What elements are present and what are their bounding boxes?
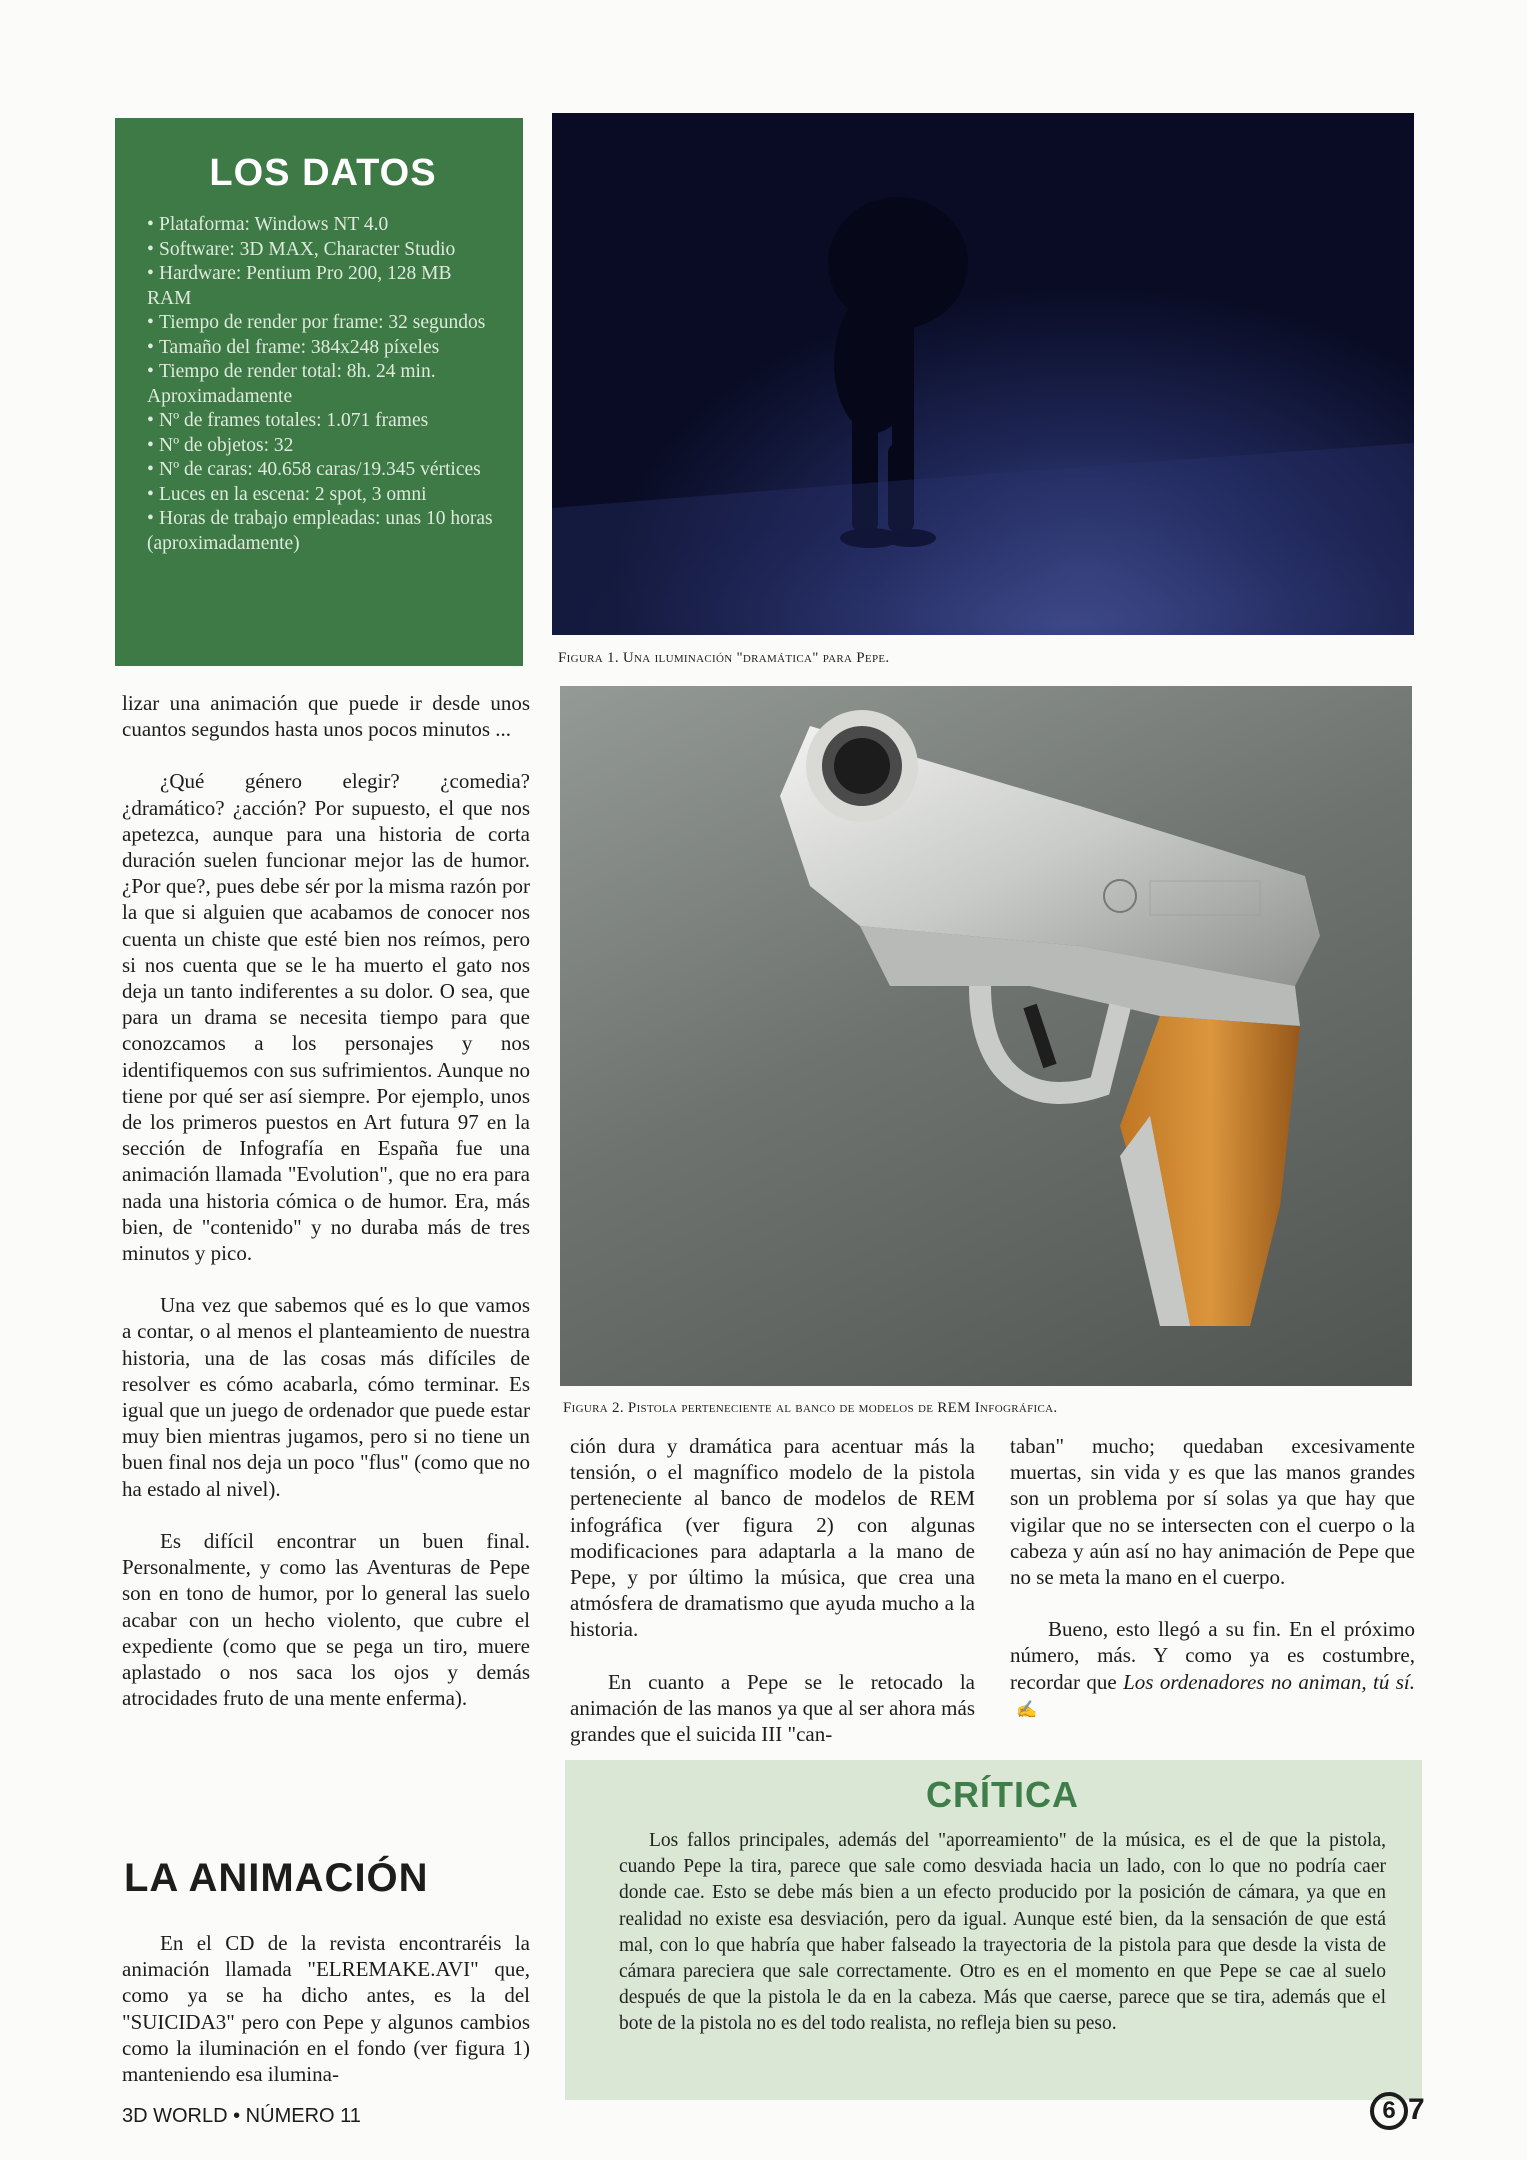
paragraph: taban" mucho; quedaban excesivamente muertas, sin vida y es que las manos grandes son un problema por sí solas ya que hay que vigilar que no se intersecten con el cuerpo o la cabeza y aún así no hay animación de Pepe que no se meta la mano en el cuerpo.: [1010, 1434, 1415, 1590]
paragraph: ción dura y dramática para acentuar más la tensión, o el magnífico modelo de la pistola perteneciente al banco de modelos de REM infográfica (ver figura 2) con algunas modificaciones para adaptarla a la mano de Pepe, y por último la música, que crea una atmósfera de dramatismo que ayuda mucho a la historia.: [570, 1434, 975, 1642]
figure-1-caption: Figura 1. Una iluminación "dramática" para Pepe.: [558, 650, 890, 666]
figure-2-image: [560, 686, 1412, 1386]
bullet-icon: •: [147, 410, 154, 431]
footer-publication: 3D WORLD • NÚMERO 11: [122, 2105, 361, 2127]
datos-item: [147, 213, 499, 238]
datos-item: [147, 360, 499, 409]
bullet-icon: •: [147, 263, 154, 284]
datos-item-text: Tiempo de render total: 8h. 24 min. Aproximadamente: [147, 361, 436, 407]
datos-item: [147, 311, 499, 336]
datos-title: LOS DATOS: [209, 152, 437, 194]
paragraph: En cuanto a Pepe se le retocado la animación de las manos ya que al ser ahora más grandes que el suicida III "can-: [570, 1669, 975, 1747]
closing-motto: Los ordenadores no animan, tú sí.: [1123, 1669, 1416, 1694]
datos-item-text: Nº de objetos: 32: [159, 434, 294, 456]
bullet-icon: •: [147, 483, 154, 505]
datos-item: [147, 409, 499, 434]
page-number-circled-digit: 6: [1370, 2092, 1408, 2130]
paragraph: lizar una animación que puede ir desde unos cuantos segundos hasta unos pocos minutos ...: [122, 691, 530, 742]
bullet-icon: •: [147, 336, 154, 358]
bullet-icon: •: [147, 238, 154, 260]
datos-item: [147, 507, 499, 556]
figure-1-silhouette: [552, 113, 1414, 635]
section-heading-animacion: LA ANIMACIÓN: [124, 1856, 429, 1900]
figure-2-caption: Figura 2. Pistola perteneciente al banco de modelos de REM Infográfica.: [563, 1400, 1058, 1416]
bullet-icon: •: [147, 312, 154, 333]
article-left-column-bottom: [122, 1930, 530, 2113]
datos-list: [147, 213, 499, 556]
datos-item-text: Hardware: Pentium Pro 200, 128 MB RAM: [147, 263, 452, 309]
datos-item-text: Software: 3D MAX, Character Studio: [159, 238, 456, 260]
bullet-icon: •: [147, 434, 154, 456]
page-number-digit: 7: [1408, 2092, 1425, 2126]
datos-item: [147, 262, 499, 311]
paragraph: En el CD de la revista encontraréis la animación llamada "ELREMAKE.AVI" que, como ya se ha dicho antes, es la del "SUICIDA3" pero con Pepe y algunos cambios como la iluminación en el fondo (ver figura 1) manteniendo esa ilumina-: [122, 1931, 530, 2087]
closing-text: Bueno, esto llegó a su fin. En el próximo número, más. Y como ya es costumbre, recordar que: [1010, 1617, 1415, 1694]
paragraph: Es difícil encontrar un buen final. Personalmente, y como las Aventuras de Pepe son en tono de humor, por lo general las suelo acabar con un hecho violento, que cubre el expediente (como que se pega un tiro, muere aplastado o nos saca los ojos y demás atrocidades fruto de una mente enferma).: [122, 1528, 530, 1711]
article-right-column: [1010, 1433, 1415, 1749]
signature-icon: ✍: [1016, 1699, 1038, 1719]
datos-item-text: Tiempo de render por frame: 32 segundos: [159, 312, 486, 333]
figure-2-pistol: [560, 686, 1412, 1386]
article-left-column: [122, 690, 530, 1737]
bullet-icon: •: [147, 214, 154, 235]
datos-item: [147, 458, 499, 483]
datos-item: [147, 238, 499, 263]
bullet-icon: •: [147, 459, 154, 480]
critica-title: CRÍTICA: [926, 1774, 1079, 1815]
datos-item-text: Tamaño del frame: 384x248 píxeles: [159, 336, 440, 358]
datos-item: [147, 434, 499, 459]
datos-item-text: Nº de frames totales: 1.071 frames: [159, 410, 429, 431]
article-middle-column: [570, 1433, 975, 1773]
closing-paragraph: [1010, 1616, 1415, 1723]
datos-item-text: Plataforma: Windows NT 4.0: [159, 214, 389, 235]
critica-box: [565, 1760, 1422, 2100]
critica-text: Los fallos principales, además del "aporreamiento" de la música, es el de que la pistola, cuando Pepe la tira, parece que sale como desviada hacia un lado, con lo que no podría caer donde cae. Esto se debe más bien a un efecto producido por la posición de cámara, ya que en realidad no existe esa desviación, pero da igual. Aunque esté bien, da la sensación de que está mal, con lo que habría que haber falseado la trayectoria de la pistola para que desde la vista de cámara pareciera que sale correctamente. Otro es en el momento en que Pepe se cae al suelo después de que la pistola le da en la cabeza. Más que caerse, parece que se tira, además que el bote de la pistola no es del todo realista, no refleja bien su peso.: [619, 1830, 1386, 2035]
datos-item: [147, 336, 499, 361]
paragraph: Una vez que sabemos qué es lo que vamos a contar, o al menos el planteamiento de nuestra historia, una de las cosas más difíciles de resolver es cómo acabarla, cómo terminar. Es igual que un juego de ordenador que puede estar muy bien mientras jugamos, pero si no tiene un buen final nos deja un poco "flus" (como que no ha estado al nivel).: [122, 1293, 530, 1501]
datos-item-text: Luces en la escena: 2 spot, 3 omni: [159, 483, 427, 505]
paragraph: ¿Qué género elegir? ¿comedia? ¿dramático? ¿acción? Por supuesto, el que nos apetezca, aunque para una historia de corta duración suelen funcionar mejor las de humor. ¿Por que?, pues debe sér por la misma razón por la que si alguien que acabamos de conocer nos cuenta un chiste que esté bien nos reímos, pero si nos cuenta que se le ha muerto el gato nos deja un tanto indiferentes a su dolor. O sea, que para un drama se necesita tiempo para que conozcamos a los personajes y nos identifiquemos con sus sufrimientos. Aunque no tiene por qué ser así siempre. Por ejemplo, unos de los primeros puestos en Art futura 97 en la sección de Infografía en España fue una animación llamada "Evolution", que no era para nada una historia cómica o de humor. Era, más bien, de "contenido" y no duraba más de tres minutos y pico.: [122, 769, 530, 1266]
bullet-icon: •: [147, 361, 154, 382]
datos-sidebar: [115, 118, 523, 666]
page-number: [1370, 2092, 1425, 2130]
datos-item: [147, 483, 499, 508]
datos-item-text: Nº de caras: 40.658 caras/19.345 vértices: [159, 459, 481, 480]
bullet-icon: •: [147, 508, 154, 529]
figure-1-image: [552, 113, 1414, 635]
datos-item-text: Horas de trabajo empleadas: unas 10 horas (aproximadamente): [147, 508, 493, 554]
